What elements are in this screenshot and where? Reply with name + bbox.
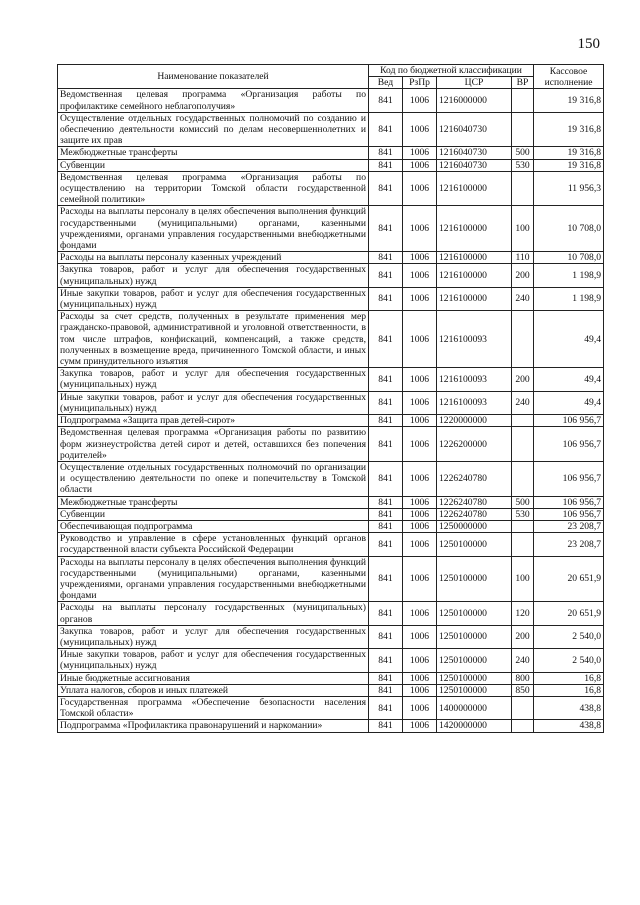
row-ved: 841 xyxy=(369,415,403,427)
table-row xyxy=(58,461,604,496)
table-row xyxy=(58,684,604,696)
row-name: Закупка товаров, работ и услуг для обеспечения государственных (муниципальных) нужд xyxy=(58,368,369,391)
row-amount: 1 198,9 xyxy=(534,264,604,287)
row-vr: 530 xyxy=(512,508,534,520)
row-rzpr: 1006 xyxy=(403,508,437,520)
row-rzpr: 1006 xyxy=(403,147,437,159)
row-ved: 841 xyxy=(369,625,403,648)
row-name: Межбюджетные трансферты xyxy=(58,496,369,508)
row-name: Осуществление отдельных государственных полномочий по созданию и обеспечению деятельности комиссий по делам несовершеннолетних и защите их прав xyxy=(58,112,369,147)
page-number: 150 xyxy=(577,36,600,52)
row-rzpr: 1006 xyxy=(403,311,437,368)
row-amount: 19 316,8 xyxy=(534,147,604,159)
table-row xyxy=(58,649,604,672)
table-row xyxy=(58,171,604,206)
row-amount: 49,4 xyxy=(534,311,604,368)
row-rzpr: 1006 xyxy=(403,159,437,171)
row-amount: 2 540,0 xyxy=(534,625,604,648)
row-vr: 500 xyxy=(512,147,534,159)
row-ved: 841 xyxy=(369,287,403,310)
row-csr: 1420000000 xyxy=(437,720,512,732)
table-row xyxy=(58,602,604,625)
row-amount: 49,4 xyxy=(534,391,604,414)
row-csr: 1226240780 xyxy=(437,461,512,496)
row-name: Иные закупки товаров, работ и услуг для обеспечения государственных (муниципальных) нужд xyxy=(58,391,369,414)
row-amount: 20 651,9 xyxy=(534,602,604,625)
row-rzpr: 1006 xyxy=(403,520,437,532)
row-csr: 1250000000 xyxy=(437,520,512,532)
row-name: Закупка товаров, работ и услуг для обеспечения государственных (муниципальных) нужд xyxy=(58,264,369,287)
table-row xyxy=(58,415,604,427)
table-row xyxy=(58,391,604,414)
row-rzpr: 1006 xyxy=(403,206,437,252)
table-row xyxy=(58,556,604,602)
row-ved: 841 xyxy=(369,252,403,264)
row-name: Субвенции xyxy=(58,508,369,520)
row-amount: 19 316,8 xyxy=(534,159,604,171)
row-csr: 1216100093 xyxy=(437,391,512,414)
row-amount: 438,8 xyxy=(534,720,604,732)
row-rzpr: 1006 xyxy=(403,720,437,732)
row-amount: 49,4 xyxy=(534,368,604,391)
table-row xyxy=(58,533,604,556)
row-ved: 841 xyxy=(369,461,403,496)
row-csr: 1216040730 xyxy=(437,112,512,147)
row-ved: 841 xyxy=(369,556,403,602)
row-ved: 841 xyxy=(369,649,403,672)
row-vr: 200 xyxy=(512,264,534,287)
row-name: Расходы на выплаты персоналу казенных учреждений xyxy=(58,252,369,264)
row-name: Расходы за счет средств, полученных в результате применения мер гражданско-правовой, административной и уголовной ответственности, в том числе штрафов, конфискаций, компенсаций, а также средств, полученных в возмещение вреда, причиненного Томской области, и иных сумм принудительного изъятия xyxy=(58,311,369,368)
row-vr: 530 xyxy=(512,159,534,171)
row-vr: 100 xyxy=(512,556,534,602)
row-vr: 100 xyxy=(512,206,534,252)
row-ved: 841 xyxy=(369,159,403,171)
row-amount: 2 540,0 xyxy=(534,649,604,672)
row-ved: 841 xyxy=(369,520,403,532)
row-amount: 19 316,8 xyxy=(534,112,604,147)
table-row xyxy=(58,287,604,310)
row-rzpr: 1006 xyxy=(403,427,437,462)
row-amount: 438,8 xyxy=(534,696,604,719)
header-vr: ВР xyxy=(512,77,534,89)
row-vr: 800 xyxy=(512,672,534,684)
table-body xyxy=(58,89,604,732)
table-row xyxy=(58,672,604,684)
row-name: Руководство и управление в сфере установленных функций органов государственной власти субъекта Российской Федерации xyxy=(58,533,369,556)
budget-table xyxy=(57,64,604,733)
row-csr: 1226240780 xyxy=(437,508,512,520)
row-ved: 841 xyxy=(369,89,403,112)
row-rzpr: 1006 xyxy=(403,625,437,648)
row-vr xyxy=(512,112,534,147)
table-row xyxy=(58,496,604,508)
row-csr: 1250100000 xyxy=(437,649,512,672)
row-amount: 23 208,7 xyxy=(534,520,604,532)
row-name: Подпрограмма «Защита прав детей-сирот» xyxy=(58,415,369,427)
row-csr: 1216100093 xyxy=(437,311,512,368)
row-rzpr: 1006 xyxy=(403,496,437,508)
row-name: Межбюджетные трансферты xyxy=(58,147,369,159)
row-vr: 500 xyxy=(512,496,534,508)
row-amount: 11 956,3 xyxy=(534,171,604,206)
row-ved: 841 xyxy=(369,264,403,287)
row-vr: 850 xyxy=(512,684,534,696)
header-execution: Кассовое исполнение xyxy=(534,65,604,89)
row-csr: 1216040730 xyxy=(437,147,512,159)
row-rzpr: 1006 xyxy=(403,533,437,556)
table-row xyxy=(58,252,604,264)
row-ved: 841 xyxy=(369,391,403,414)
row-name: Обеспечивающая подпрограмма xyxy=(58,520,369,532)
row-vr: 110 xyxy=(512,252,534,264)
row-csr: 1216040730 xyxy=(437,159,512,171)
row-rzpr: 1006 xyxy=(403,112,437,147)
row-vr xyxy=(512,89,534,112)
row-ved: 841 xyxy=(369,684,403,696)
table-row xyxy=(58,696,604,719)
table-row xyxy=(58,89,604,112)
row-ved: 841 xyxy=(369,720,403,732)
row-ved: 841 xyxy=(369,147,403,159)
row-vr xyxy=(512,720,534,732)
row-amount: 106 956,7 xyxy=(534,496,604,508)
row-ved: 841 xyxy=(369,368,403,391)
row-vr xyxy=(512,427,534,462)
row-vr xyxy=(512,171,534,206)
row-rzpr: 1006 xyxy=(403,391,437,414)
row-ved: 841 xyxy=(369,508,403,520)
row-csr: 1216100093 xyxy=(437,368,512,391)
row-csr: 1250100000 xyxy=(437,684,512,696)
row-amount: 1 198,9 xyxy=(534,287,604,310)
table-row xyxy=(58,112,604,147)
row-csr: 1226200000 xyxy=(437,427,512,462)
row-vr: 240 xyxy=(512,287,534,310)
row-vr xyxy=(512,520,534,532)
table-row xyxy=(58,368,604,391)
row-csr: 1216100000 xyxy=(437,171,512,206)
row-rzpr: 1006 xyxy=(403,696,437,719)
row-vr xyxy=(512,696,534,719)
row-ved: 841 xyxy=(369,427,403,462)
row-csr: 1400000000 xyxy=(437,696,512,719)
header-rzpr: РзПр xyxy=(403,77,437,89)
row-vr: 120 xyxy=(512,602,534,625)
row-amount: 19 316,8 xyxy=(534,89,604,112)
row-rzpr: 1006 xyxy=(403,89,437,112)
row-vr xyxy=(512,461,534,496)
header-csr: ЦСР xyxy=(437,77,512,89)
row-name: Подпрограмма «Профилактика правонарушений и наркомании» xyxy=(58,720,369,732)
row-csr: 1216100000 xyxy=(437,206,512,252)
row-amount: 106 956,7 xyxy=(534,427,604,462)
row-amount: 23 208,7 xyxy=(534,533,604,556)
row-ved: 841 xyxy=(369,533,403,556)
row-csr: 1216000000 xyxy=(437,89,512,112)
row-name: Иные закупки товаров, работ и услуг для обеспечения государственных (муниципальных) нужд xyxy=(58,649,369,672)
row-rzpr: 1006 xyxy=(403,602,437,625)
row-vr: 200 xyxy=(512,368,534,391)
row-csr: 1250100000 xyxy=(437,556,512,602)
row-csr: 1216100000 xyxy=(437,287,512,310)
row-rzpr: 1006 xyxy=(403,461,437,496)
row-csr: 1250100000 xyxy=(437,602,512,625)
row-name: Уплата налогов, сборов и иных платежей xyxy=(58,684,369,696)
row-rzpr: 1006 xyxy=(403,415,437,427)
row-vr xyxy=(512,533,534,556)
table-row xyxy=(58,625,604,648)
table-row xyxy=(58,206,604,252)
table-row xyxy=(58,311,604,368)
table-row xyxy=(58,520,604,532)
row-csr: 1250100000 xyxy=(437,533,512,556)
row-vr xyxy=(512,415,534,427)
row-ved: 841 xyxy=(369,206,403,252)
table-header-row xyxy=(58,65,604,77)
table-row xyxy=(58,508,604,520)
row-csr: 1216100000 xyxy=(437,264,512,287)
row-ved: 841 xyxy=(369,112,403,147)
row-csr: 1220000000 xyxy=(437,415,512,427)
row-rzpr: 1006 xyxy=(403,649,437,672)
row-rzpr: 1006 xyxy=(403,171,437,206)
table-row xyxy=(58,159,604,171)
row-name: Государственная программа «Обеспечение безопасности населения Томской области» xyxy=(58,696,369,719)
row-rzpr: 1006 xyxy=(403,672,437,684)
header-code-group: Код по бюджетной классификации xyxy=(369,65,534,77)
row-csr: 1250100000 xyxy=(437,672,512,684)
table-row xyxy=(58,147,604,159)
header-ved: Вед xyxy=(369,77,403,89)
row-rzpr: 1006 xyxy=(403,556,437,602)
row-vr: 240 xyxy=(512,391,534,414)
row-rzpr: 1006 xyxy=(403,684,437,696)
row-ved: 841 xyxy=(369,311,403,368)
row-amount: 10 708,0 xyxy=(534,206,604,252)
row-csr: 1216100000 xyxy=(437,252,512,264)
table-row xyxy=(58,427,604,462)
row-rzpr: 1006 xyxy=(403,368,437,391)
row-rzpr: 1006 xyxy=(403,287,437,310)
row-name: Расходы на выплаты персоналу государственных (муниципальных) органов xyxy=(58,602,369,625)
row-vr: 240 xyxy=(512,649,534,672)
row-ved: 841 xyxy=(369,496,403,508)
row-vr: 200 xyxy=(512,625,534,648)
row-name: Расходы на выплаты персоналу в целях обеспечения выполнения функций государственными (муниципальными) органами, казенными учреждениями, органами управления государственными внебюджетными фондами xyxy=(58,556,369,602)
row-name: Расходы на выплаты персоналу в целях обеспечения выполнения функций государственными (муниципальными) органами, казенными учреждениями, органами управления государственными внебюджетными фондами xyxy=(58,206,369,252)
row-ved: 841 xyxy=(369,672,403,684)
table-row xyxy=(58,720,604,732)
row-name: Закупка товаров, работ и услуг для обеспечения государственных (муниципальных) нужд xyxy=(58,625,369,648)
row-amount: 106 956,7 xyxy=(534,461,604,496)
row-csr: 1226240780 xyxy=(437,496,512,508)
table-row xyxy=(58,264,604,287)
row-rzpr: 1006 xyxy=(403,252,437,264)
row-ved: 841 xyxy=(369,171,403,206)
row-name: Ведомственная целевая программа «Организация работы по профилактике семейного неблагополучия» xyxy=(58,89,369,112)
row-rzpr: 1006 xyxy=(403,264,437,287)
row-name: Субвенции xyxy=(58,159,369,171)
row-name: Иные бюджетные ассигнования xyxy=(58,672,369,684)
row-ved: 841 xyxy=(369,696,403,719)
row-amount: 20 651,9 xyxy=(534,556,604,602)
row-amount: 16,8 xyxy=(534,684,604,696)
header-name: Наименование показателей xyxy=(58,65,369,89)
row-csr: 1250100000 xyxy=(437,625,512,648)
row-name: Осуществление отдельных государственных полномочий по организации и осуществлению деятельности по опеке и попечительству в Томской области xyxy=(58,461,369,496)
row-name: Иные закупки товаров, работ и услуг для обеспечения государственных (муниципальных) нужд xyxy=(58,287,369,310)
row-vr xyxy=(512,311,534,368)
row-name: Ведомственная целевая программа «Организация работы по развитию форм жизнеустройства детей сирот и детей, оставшихся без попечения родителей» xyxy=(58,427,369,462)
row-amount: 106 956,7 xyxy=(534,508,604,520)
row-amount: 10 708,0 xyxy=(534,252,604,264)
row-name: Ведомственная целевая программа «Организация работы по осуществлению на территории Томской области государственной семейной политики» xyxy=(58,171,369,206)
row-ved: 841 xyxy=(369,602,403,625)
row-amount: 16,8 xyxy=(534,672,604,684)
row-amount: 106 956,7 xyxy=(534,415,604,427)
